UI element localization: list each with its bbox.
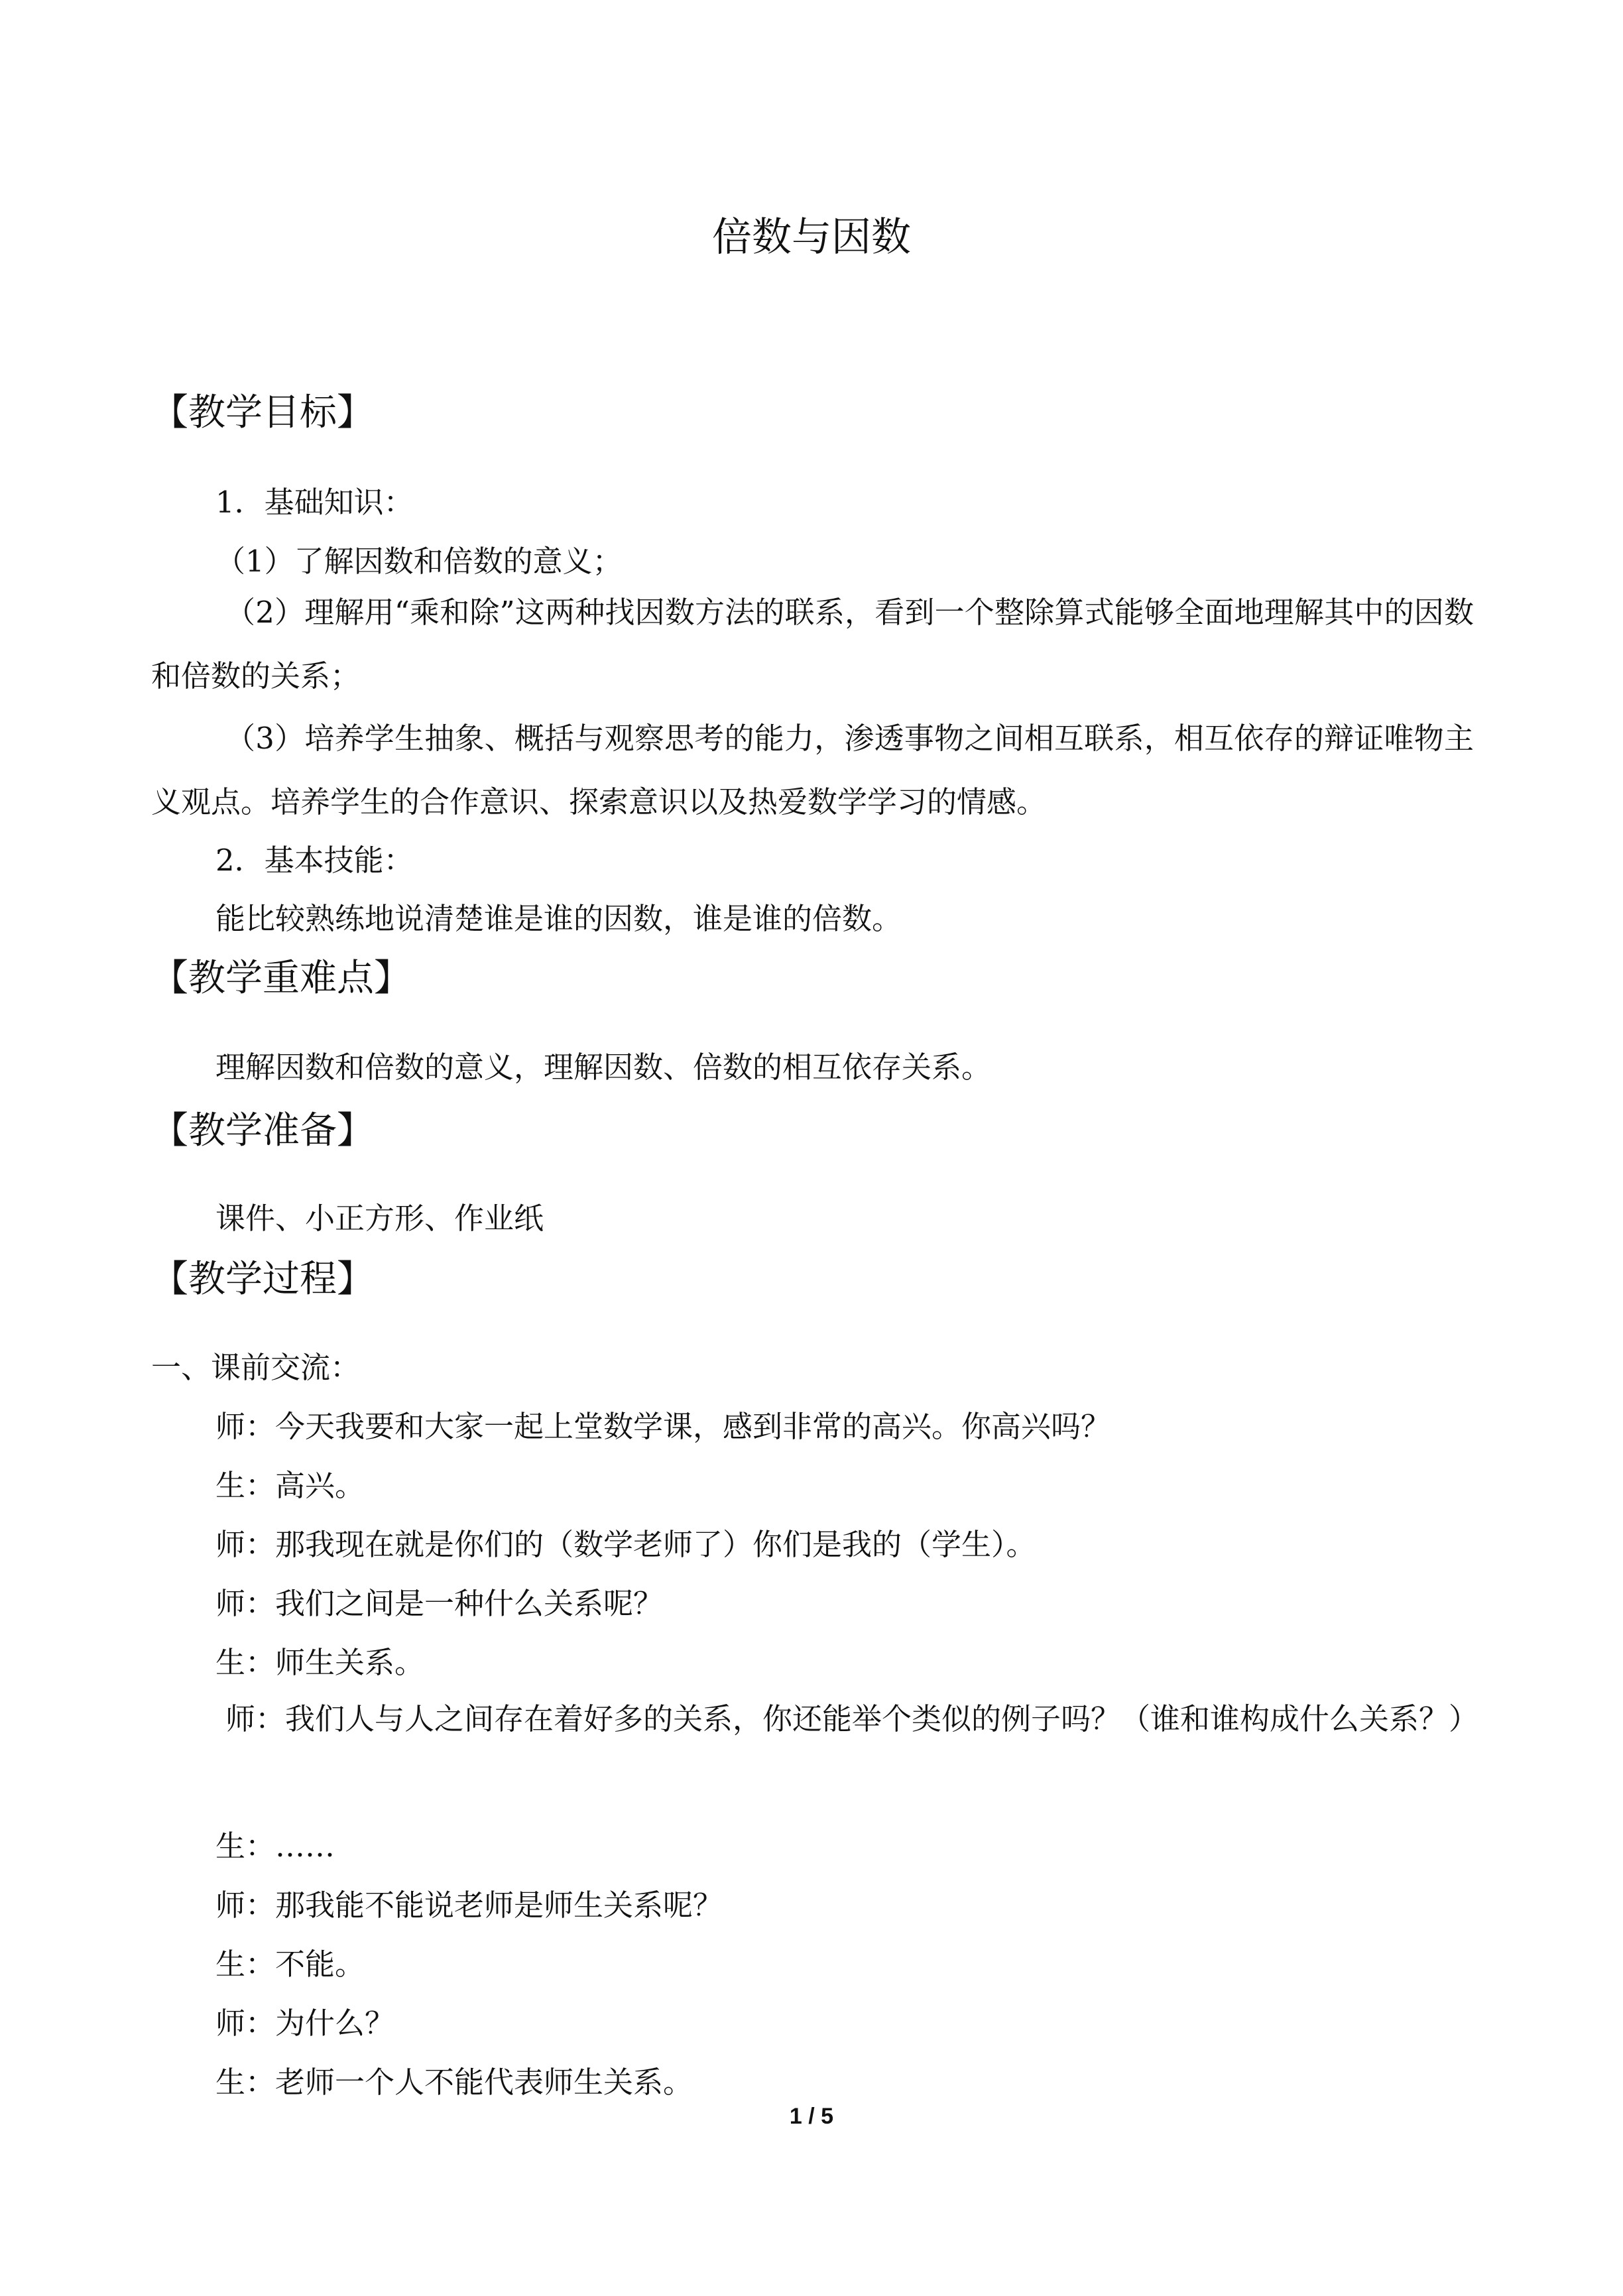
dialogue-line: 师：我们之间是一种什么关系呢？ [215,1586,664,1621]
heading-objectives: 【教学目标】 [151,391,374,434]
dialogue-line: 师：那我现在就是你们的（数学老师了）你们是我的（学生）。 [215,1527,1036,1562]
objective-item-1: （1）了解因数和倍数的意义； [215,544,623,579]
basic-knowledge-label: 1．基础知识： [215,485,414,520]
dialogue-line: 生：师生关系。 [215,1645,425,1680]
dialogue-line: 生：不能。 [215,1947,365,1982]
heading-key-points: 【教学重难点】 [151,957,411,1000]
preparation-text: 课件、小正方形、作业纸 [215,1201,544,1236]
heading-process: 【教学过程】 [151,1258,374,1301]
dialogue-line: 师：那我能不能说老师是师生关系呢？ [215,1888,723,1923]
process-part1-label: 一、课前交流： [151,1350,361,1385]
dialogue-line: 师：我们人与人之间存在着好多的关系，你还能举个类似的例子吗？（谁和谁构成什么关系？） [225,1701,1479,1736]
page-number: 1 / 5 [789,2104,834,2129]
dialogue-line: 师：今天我要和大家一起上堂数学课，感到非常的高兴。你高兴吗？ [215,1409,1111,1444]
key-points-text: 理解因数和倍数的意义，理解因数、倍数的相互依存关系。 [215,1050,992,1085]
objective-item-2: （2）理解用“乘和除”这两种找因数方法的联系，看到一个整除算式能够全面地理解其中的因数和倍数的关系； [151,595,1474,694]
dialogue-line: 生：高兴。 [215,1468,365,1503]
objective-item-3: （3）培养学生抽象、概括与观察思考的能力，渗透事物之间相互联系，相互依存的辩证唯物主义观点。培养学生的合作意识、探索意识以及热爱数学学习的情感。 [151,721,1474,819]
basic-skills-label: 2．基本技能： [215,843,414,878]
dialogue-line: 生：…… [215,1829,335,1864]
basic-skills-text: 能比较熟练地说清楚谁是谁的因数，谁是谁的倍数。 [215,901,902,936]
page-title: 倍数与因数 [712,214,911,261]
dialogue-line: 生：老师一个人不能代表师生关系。 [215,2065,693,2100]
heading-preparation: 【教学准备】 [151,1109,374,1152]
dialogue-line: 师：为什么？ [215,2006,395,2041]
